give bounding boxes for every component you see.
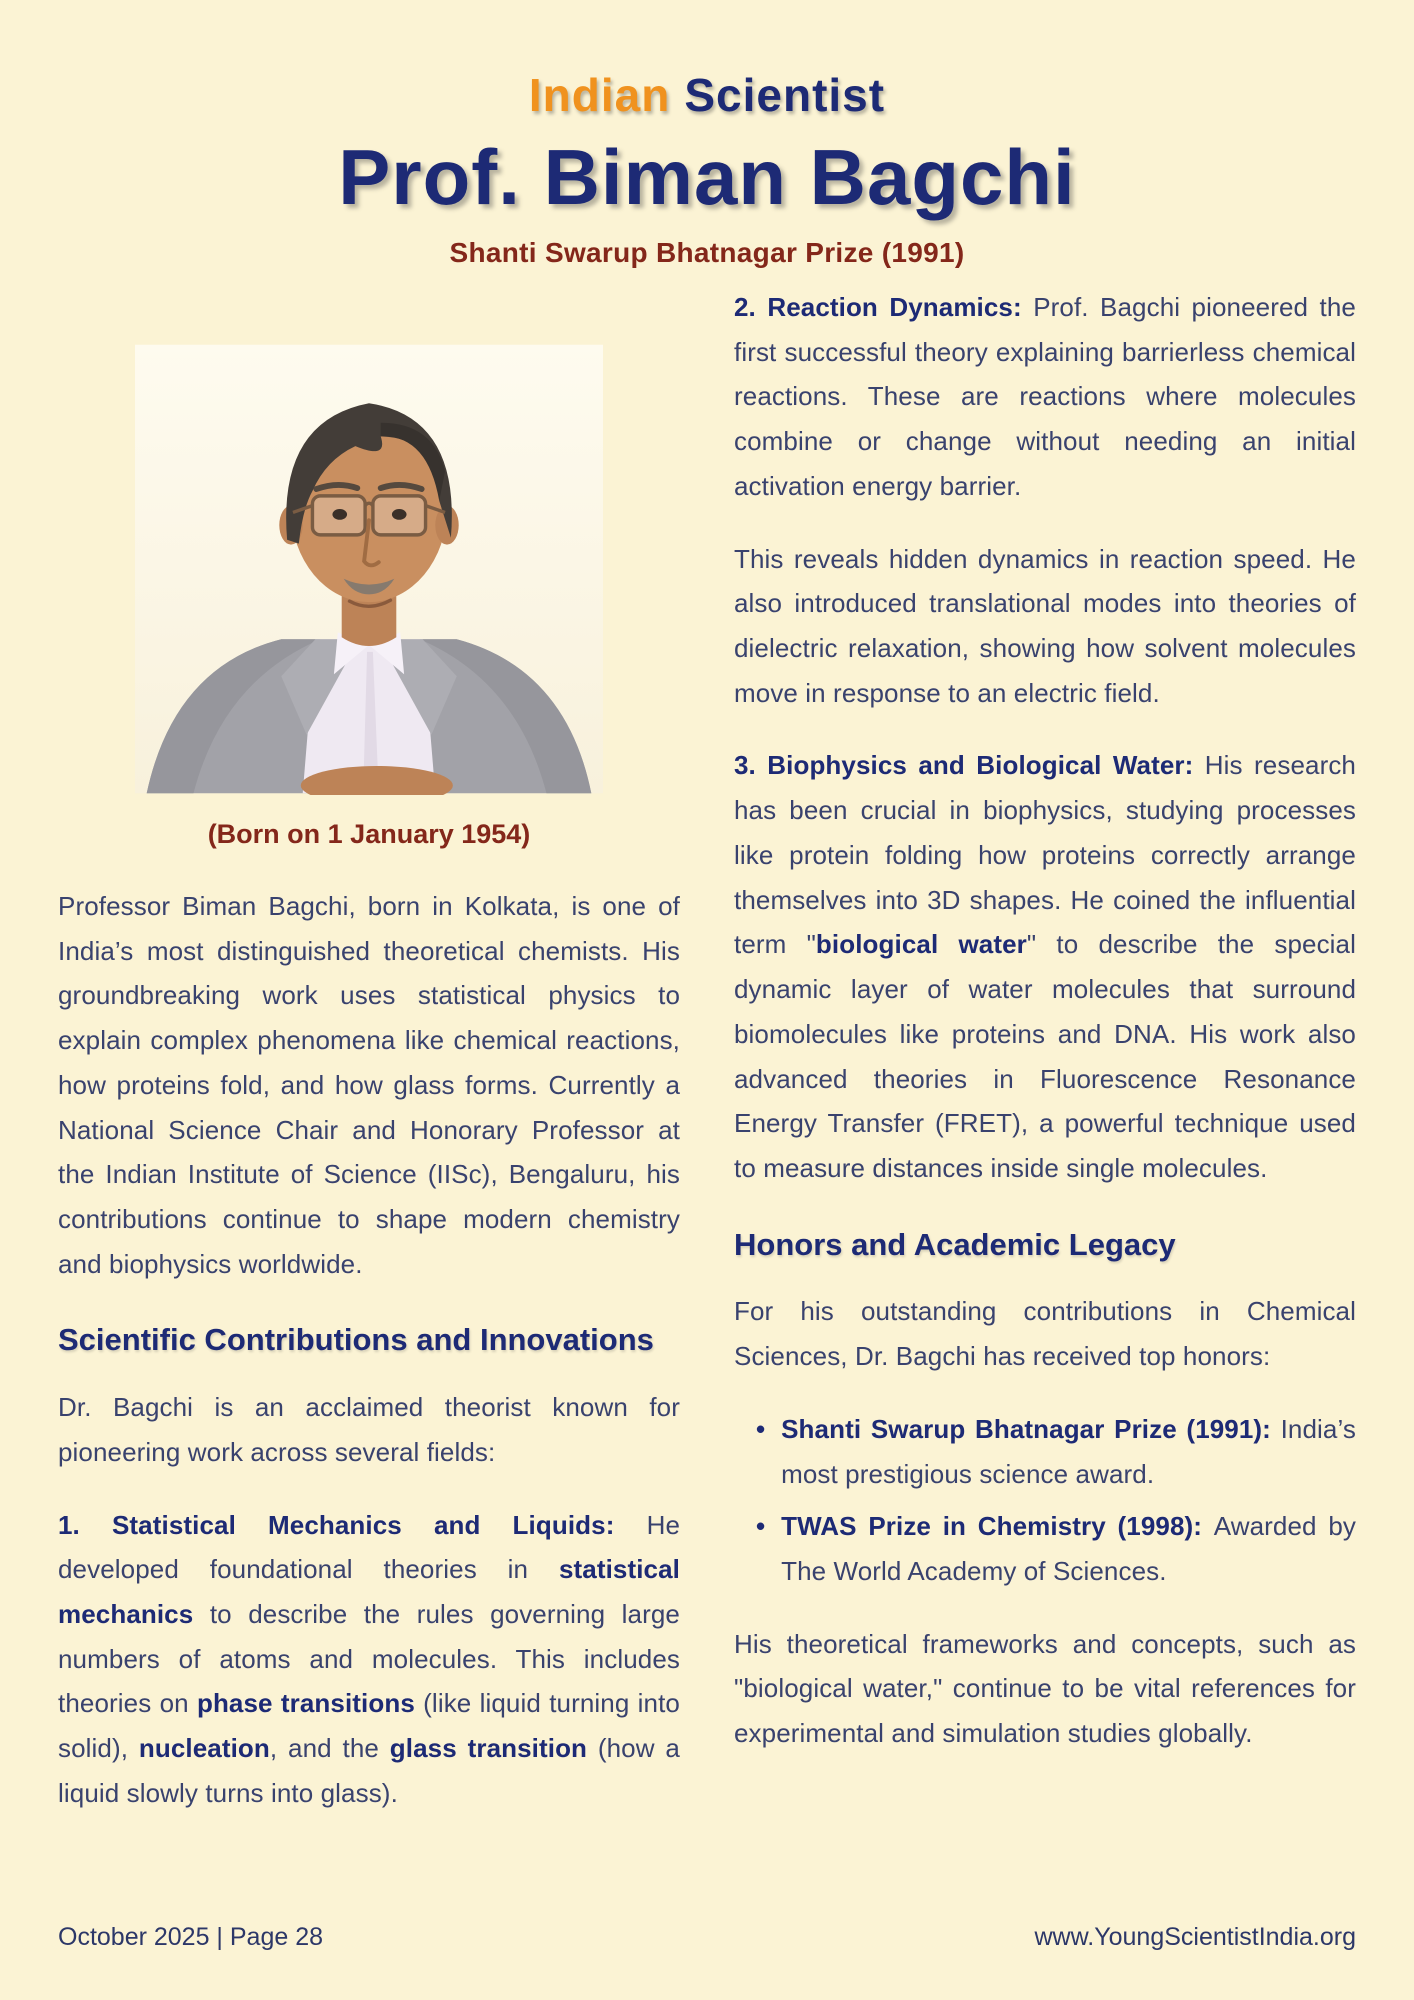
footer-website: www.YoungScientistIndia.org <box>1034 1923 1356 1951</box>
list-item-twas-prize <box>756 1504 1356 1593</box>
honors-list <box>734 1407 1356 1594</box>
paragraph-statistical-mechanics: 1. Statistical Mechanics and Liquids: He developed foundational theories in statistical mechanics to describe the rules governing large numbers of atoms and molecules. This includes theories on phase transitions (like liquid turning into solid), nucleation, and the glass transition (how a liquid slowly turns into glass). <box>58 1509 680 1808</box>
section-heading-contributions: Scientific Contributions and Innovations <box>58 1322 654 1358</box>
page-header <box>58 68 1356 269</box>
left-column <box>58 285 680 1844</box>
contributions-lead: Dr. Bagchi is an acclaimed theorist known for pioneering work across several fields: <box>58 1392 680 1467</box>
paragraph-reaction-dynamics: 2. Reaction Dynamics: Prof. Bagchi pioneered the first successful theory explaining barrierless chemical reactions. These are reactions where molecules combine or change without needing an initial activation energy barrier. <box>734 292 1356 501</box>
honors-lead: For his outstanding contributions in Chemical Sciences, Dr. Bagchi has received top honors: <box>734 1296 1356 1372</box>
bullet-icon: • <box>756 1413 766 1444</box>
kicker-word-scientist: Scientist <box>684 69 886 121</box>
prize-subtitle: Shanti Swarup Bhatnagar Prize (1991) <box>449 237 965 268</box>
footer-date-page: October 2025 | Page 28 <box>58 1923 324 1951</box>
list-item-text: TWAS Prize in Chemistry (1998): Awarded by The World Academy of Sciences. <box>781 1511 1356 1586</box>
page-title: Prof. Biman Bagchi <box>338 133 1076 221</box>
intro-paragraph: Professor Biman Bagchi, born in Kolkata, is one of India’s most distinguished theoretical chemists. His groundbreaking work uses statistical physics to explain complex phenomena like chemical reactions, how proteins fold, and how glass forms. Currently a National Science Chair and Honorary Professor at the Indian Institute of Science (IISc), Bengaluru, his contributions continue to shape modern chemistry and biophysics worldwide. <box>58 891 680 1279</box>
two-column-layout <box>58 285 1356 1844</box>
series-kicker <box>58 68 1356 122</box>
kicker-word-indian: Indian <box>528 69 671 121</box>
closing-paragraph: His theoretical frameworks and concepts, such as "biological water," continue to be vital references for experimental and simulation studies globally. <box>734 1628 1356 1749</box>
portrait-illustration <box>135 343 603 795</box>
section-heading-honors: Honors and Academic Legacy <box>734 1226 1176 1262</box>
list-item-text: Shanti Swarup Bhatnagar Prize (1991): India’s most prestigious science award. <box>781 1413 1356 1489</box>
bullet-icon: • <box>756 1511 766 1542</box>
eye-right <box>392 509 407 520</box>
list-item-bhatnagar-prize <box>756 1407 1356 1496</box>
eye-left <box>332 509 347 520</box>
portrait-photo <box>135 343 603 795</box>
birth-date-caption: (Born on 1 January 1954) <box>207 819 531 849</box>
right-column <box>734 285 1356 1844</box>
paragraph-dielectric-relaxation: This reveals hidden dynamics in reaction speed. He also introduced translational modes into theories of dielectric relaxation, showing how solvent molecules move in response to an electric field. <box>734 543 1356 708</box>
page-footer <box>58 1923 1356 1952</box>
paragraph-biological-water: 3. Biophysics and Biological Water: His research has been crucial in biophysics, studying processes like protein folding how proteins correctly arrange themselves into 3D shapes. He coined the influential term "biological water" to describe the special dynamic layer of water molecules that surround biomolecules like proteins and DNA. His work also advanced theories in Fluorescence Resonance Energy Transfer (FRET), a powerful technique used to measure distances inside single molecules. <box>734 750 1356 1183</box>
